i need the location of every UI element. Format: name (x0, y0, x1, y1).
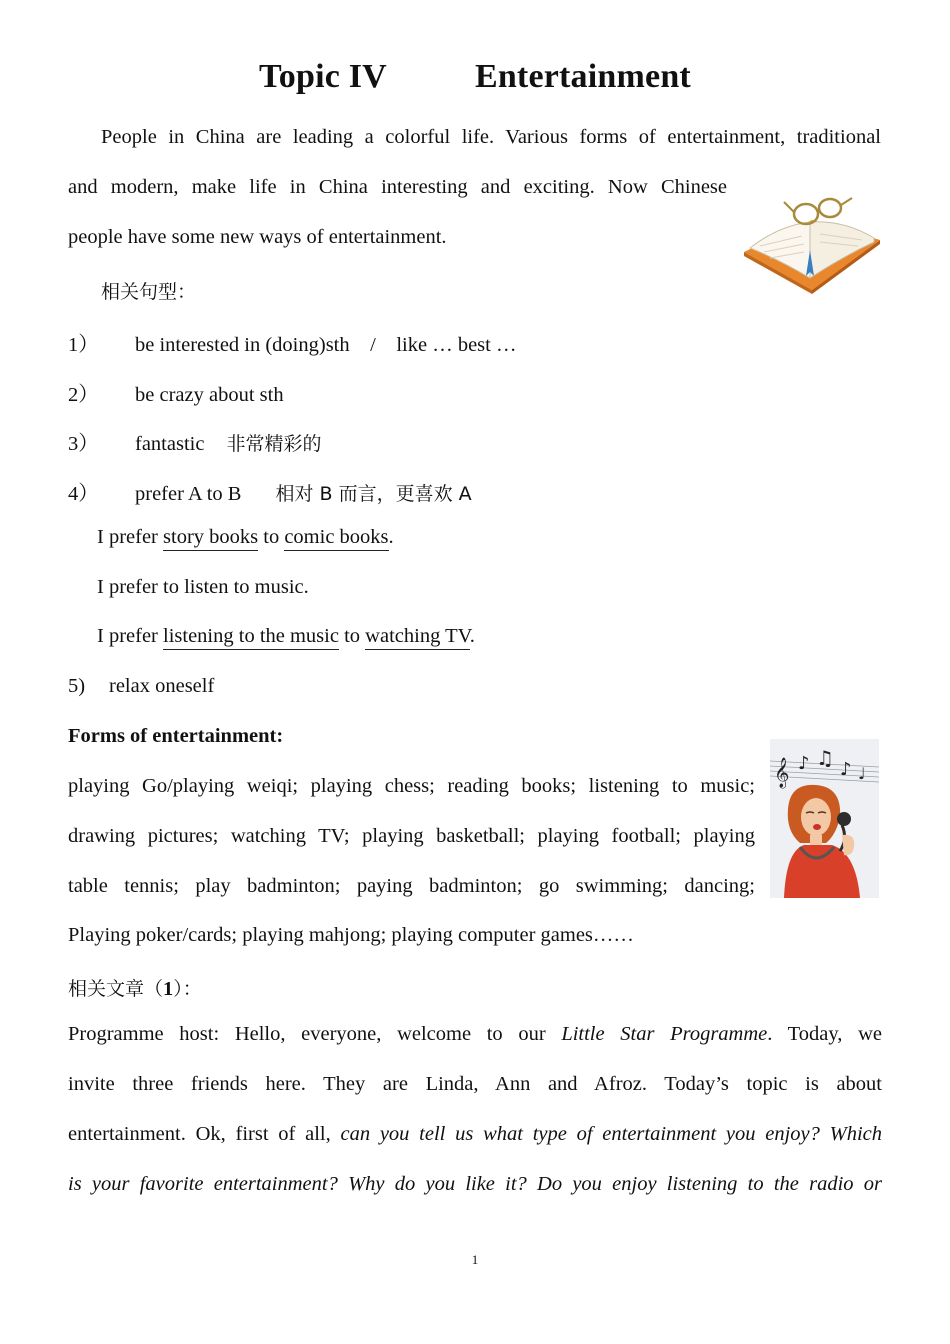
pattern-1 (68, 327, 516, 357)
forms-line-4: Playing poker/cards; playing mahjong; playing computer games…… (68, 924, 634, 946)
svg-text:♫: ♫ (816, 746, 834, 770)
page-title (0, 58, 950, 96)
example-1 (97, 526, 394, 549)
intro-line-1: People in China are leading a colorful life. Various forms of entertainment, traditional (101, 126, 881, 148)
programme-name: Little Star Programme (561, 1023, 768, 1045)
pattern-5-text: relax oneself (109, 675, 215, 697)
title-topic: Topic IV (259, 58, 387, 95)
example-1-text: I prefer (97, 526, 164, 548)
svg-text:♩: ♩ (858, 764, 866, 783)
forms-line-3: table tennis; play badminton; paying badminton; go swimming; dancing; (68, 875, 755, 897)
intro-line-2: and modern, make life in China interesting and exciting. Now Chinese (68, 176, 727, 198)
article-heading (68, 974, 202, 1001)
article-line-3 (68, 1123, 882, 1146)
article-line-4: is your favorite entertainment? Why do you like it? Do you enjoy listening to the radio or (68, 1173, 882, 1195)
article-heading-number: 1 (163, 978, 174, 1000)
pattern-4-chinese: 相对 B 而言，更喜欢 A (275, 483, 472, 505)
example-3-connector: to (338, 625, 366, 647)
pattern-5-number: 5) (68, 675, 86, 697)
example-2: I prefer to listen to music. (97, 576, 309, 598)
pattern-3-text: fantastic (135, 433, 205, 455)
page-number: 1 (471, 1252, 479, 1267)
forms-line-1: playing Go/playing weiqi; playing chess; reading books; listening to music; (68, 775, 755, 797)
example-3-period: . (469, 625, 475, 647)
pattern-5 (68, 675, 214, 698)
example-3-underline-a: listening to the music (163, 625, 339, 650)
pattern-4 (68, 476, 472, 506)
example-3-text: I prefer (97, 625, 164, 647)
patterns-heading: 相关句型： (101, 281, 197, 303)
svg-text:♪: ♪ (840, 759, 852, 780)
article-heading-prefix: 相关文章（ (68, 978, 164, 1000)
pattern-3-number: 3） (68, 433, 99, 455)
pattern-2 (68, 377, 284, 407)
pattern-4-number: 4） (68, 483, 99, 505)
title-subject: Entertainment (474, 58, 691, 95)
example-3-underline-b: watching TV (365, 625, 470, 650)
pattern-2-text: be crazy about sth (135, 384, 284, 406)
forms-heading: Forms of entertainment: (68, 725, 284, 747)
forms-line-2: drawing pictures; watching TV; playing basketball; playing football; playing (68, 825, 755, 847)
article-line-3-text: entertainment. Ok, first of all, (68, 1123, 341, 1145)
article-line-2: invite three friends here. They are Linda, Ann and Afroz. Today’s topic is about (68, 1073, 882, 1095)
svg-text:♪: ♪ (798, 753, 810, 774)
book-with-glasses-icon (740, 190, 882, 294)
pattern-3 (68, 426, 321, 456)
example-1-period: . (388, 526, 394, 548)
article-line-1-text: Programme host: Hello, everyone, welcome to our (68, 1023, 562, 1045)
example-1-underline-b: comic books (284, 526, 388, 551)
example-3 (97, 625, 475, 648)
pattern-3-chinese: 非常精彩的 (226, 433, 322, 455)
intro-line-3: people have some new ways of entertainment. (68, 226, 447, 248)
article-line-1 (68, 1023, 882, 1046)
pattern-1-text: be interested in (doing)sth / like … best … (135, 334, 517, 356)
pattern-1-number: 1） (68, 334, 99, 356)
example-1-connector: to (258, 526, 285, 548)
svg-text:𝄞: 𝄞 (774, 758, 790, 788)
article-line-3-question: can you tell us what type of entertainment you enjoy? Which (340, 1123, 883, 1145)
article-line-1-end: . Today, we (767, 1023, 882, 1045)
pattern-4-text: prefer A to B (135, 483, 242, 505)
example-1-underline-a: story books (163, 526, 258, 551)
girl-listening-music-icon (770, 739, 879, 898)
article-heading-suffix: ）： (173, 978, 202, 1000)
pattern-2-number: 2） (68, 384, 99, 406)
